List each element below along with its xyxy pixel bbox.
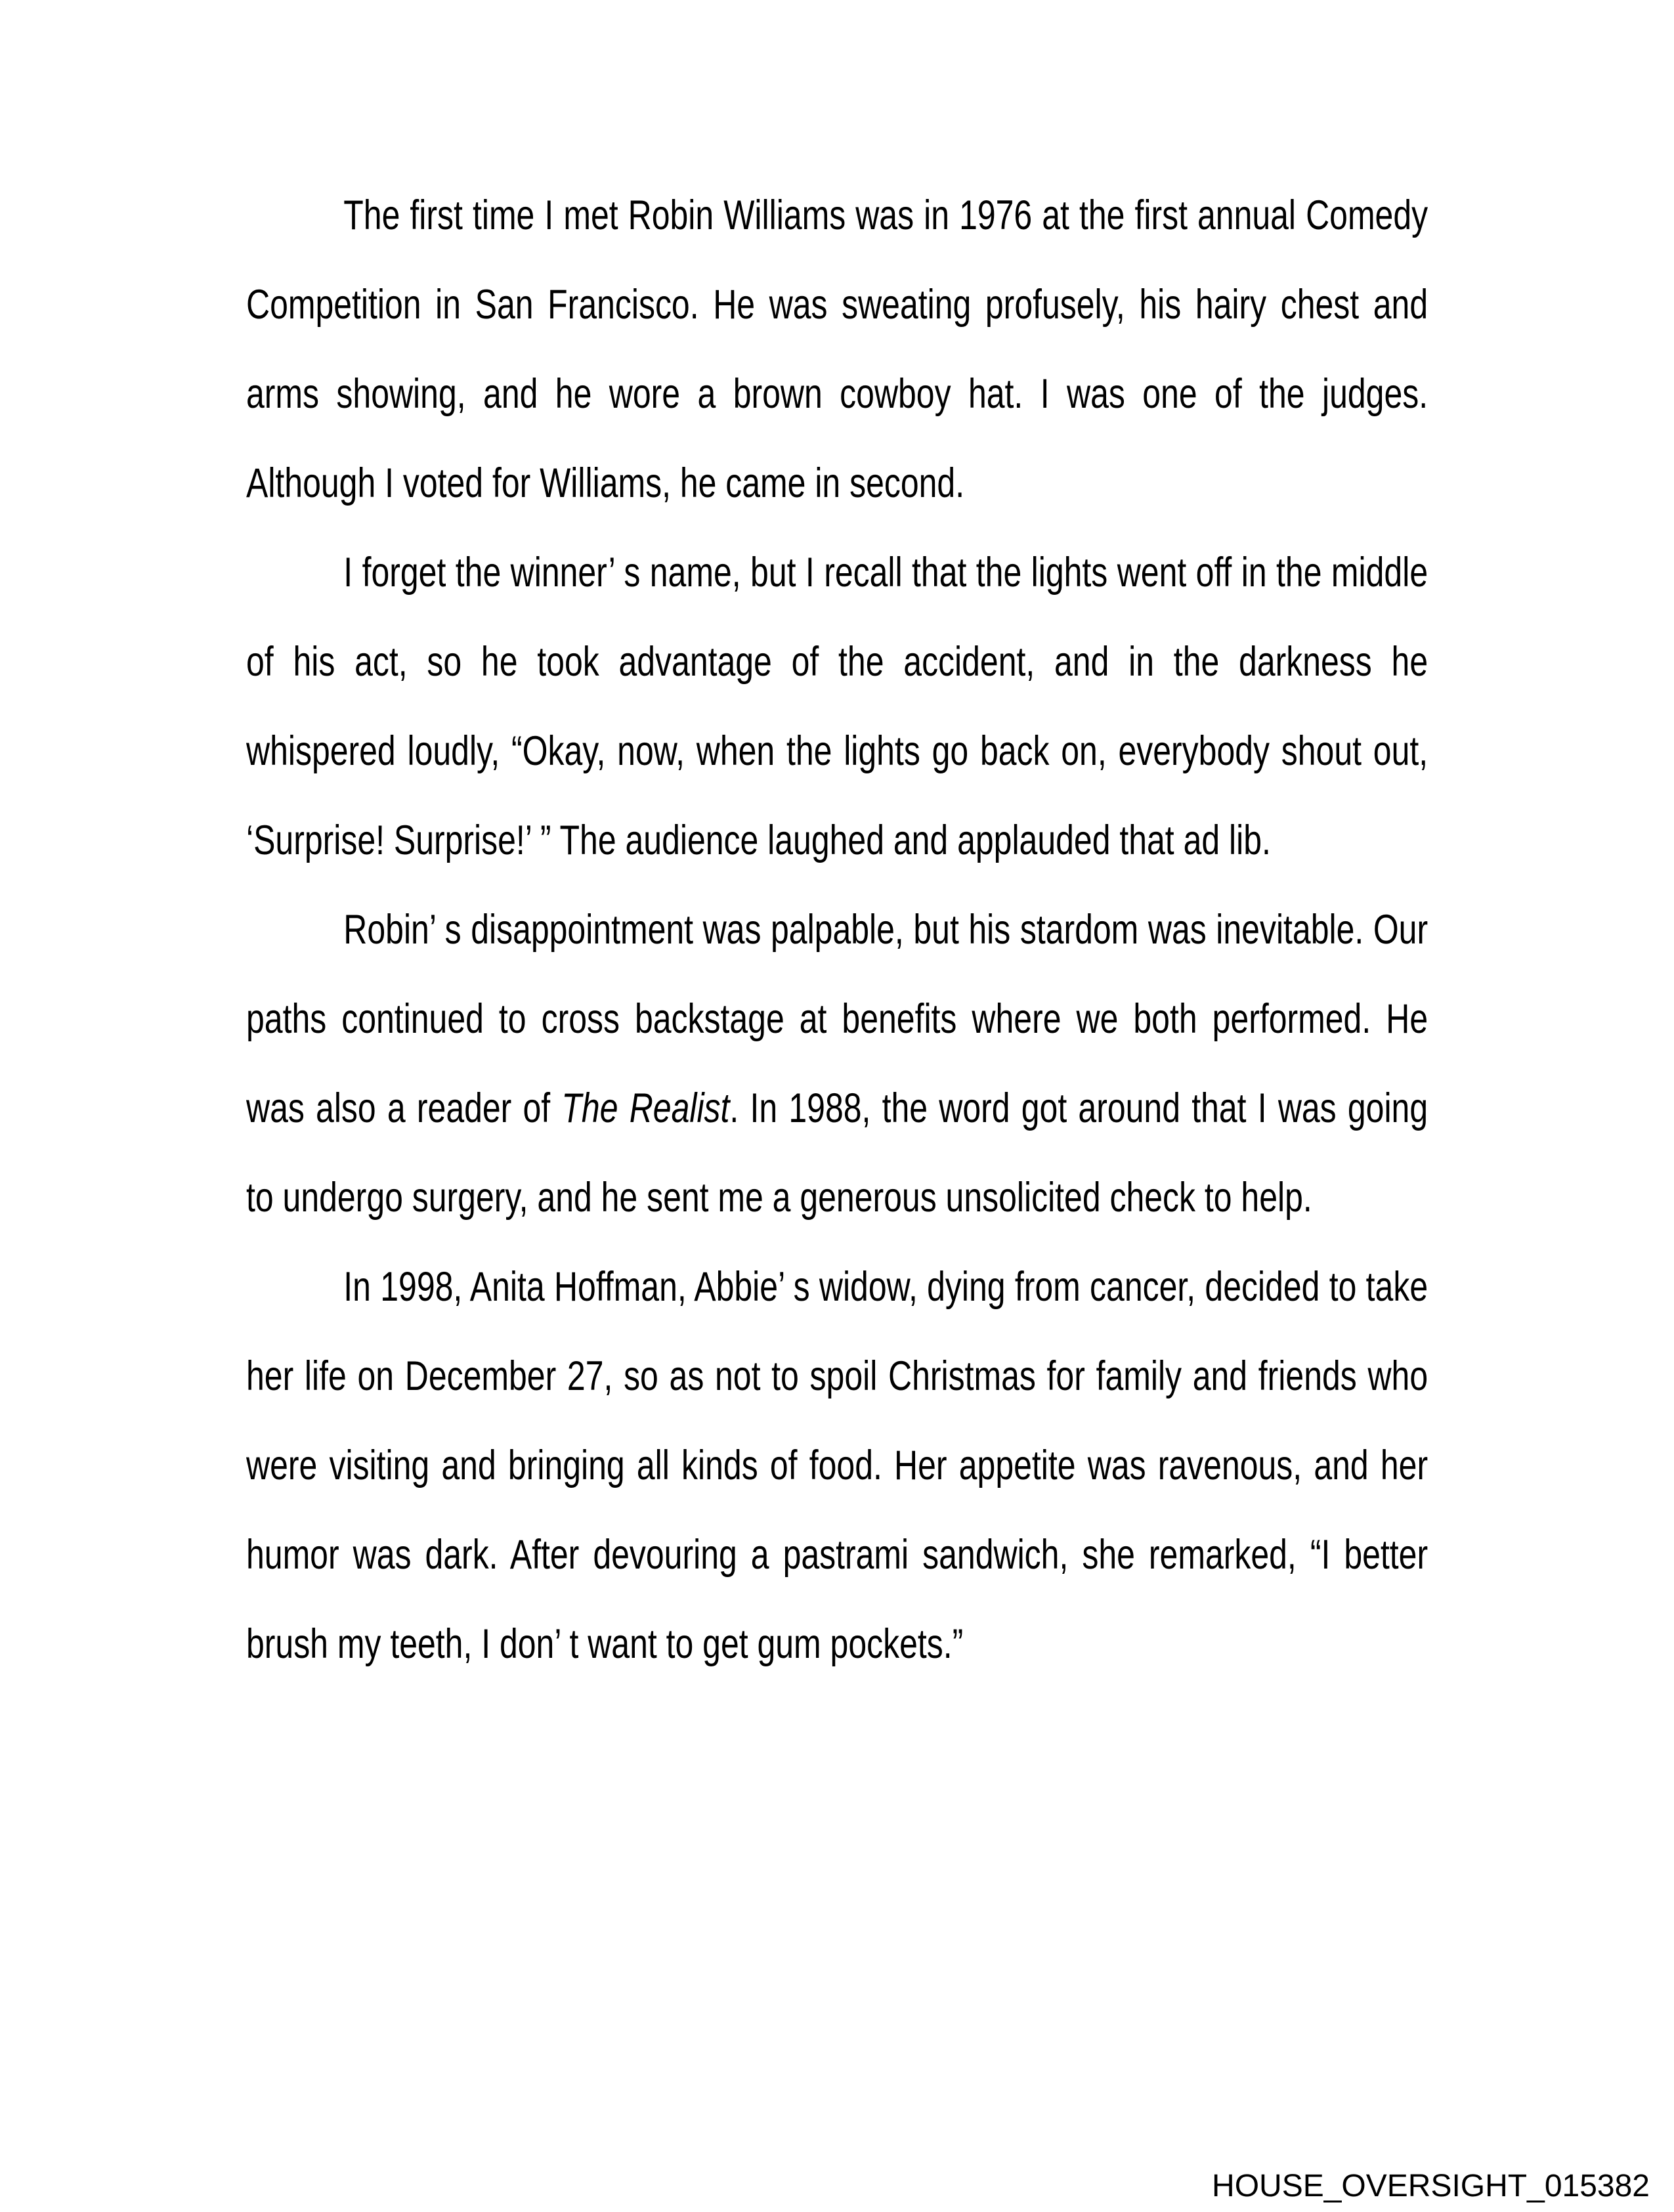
paragraph-4 (246, 1242, 1428, 1689)
paragraph-2-text: I forget the winner’ s name, but I recall that the lights went off in the middle of his act, so he took advantage of the accident, and in the darkness he whispered loudly, “Okay, now, when the lights go back on, everybody shout out, ‘Surprise! Surprise!’ ” The audience laughed and applauded that ad lib. (246, 550, 1428, 863)
bates-number: HOUSE_OVERSIGHT_015382 (1212, 2169, 1650, 2203)
paragraph-3-text-before-title: Robin’ s disappointment was palpable, but his stardom was inevitable. Our paths continued to cross backstage at benefits where we both performed. He was also a reader of (246, 907, 1428, 1131)
publication-title-italic: The Realist (561, 1085, 730, 1131)
paragraph-1 (246, 171, 1428, 528)
body-text-block (246, 171, 1428, 1689)
paragraph-3 (246, 885, 1428, 1242)
paragraph-3-text-after-title: . In 1988, the word got around that I was going to undergo surgery, and he sent me a generous unsolicited check to help. (246, 1085, 1428, 1221)
paragraph-2 (246, 528, 1428, 885)
paragraph-4-text: In 1998, Anita Hoffman, Abbie’ s widow, dying from cancer, decided to take her life on December 27, so as not to spoil Christmas for family and friends who were visiting and bringing all kinds of food. Her appetite was ravenous, and her humor was dark. After devouring a pastrami sandwich, she remarked, “I better brush my teeth, I don’ t want to get gum pockets.” (246, 1264, 1428, 1667)
paragraph-1-text: The first time I met Robin Williams was in 1976 at the first annual Comedy Competition in San Francisco. He was sweating profusely, his hairy chest and arms showing, and he wore a brown cowboy hat. I was one of the judges. Although I voted for Williams, he came in second. (246, 192, 1428, 506)
